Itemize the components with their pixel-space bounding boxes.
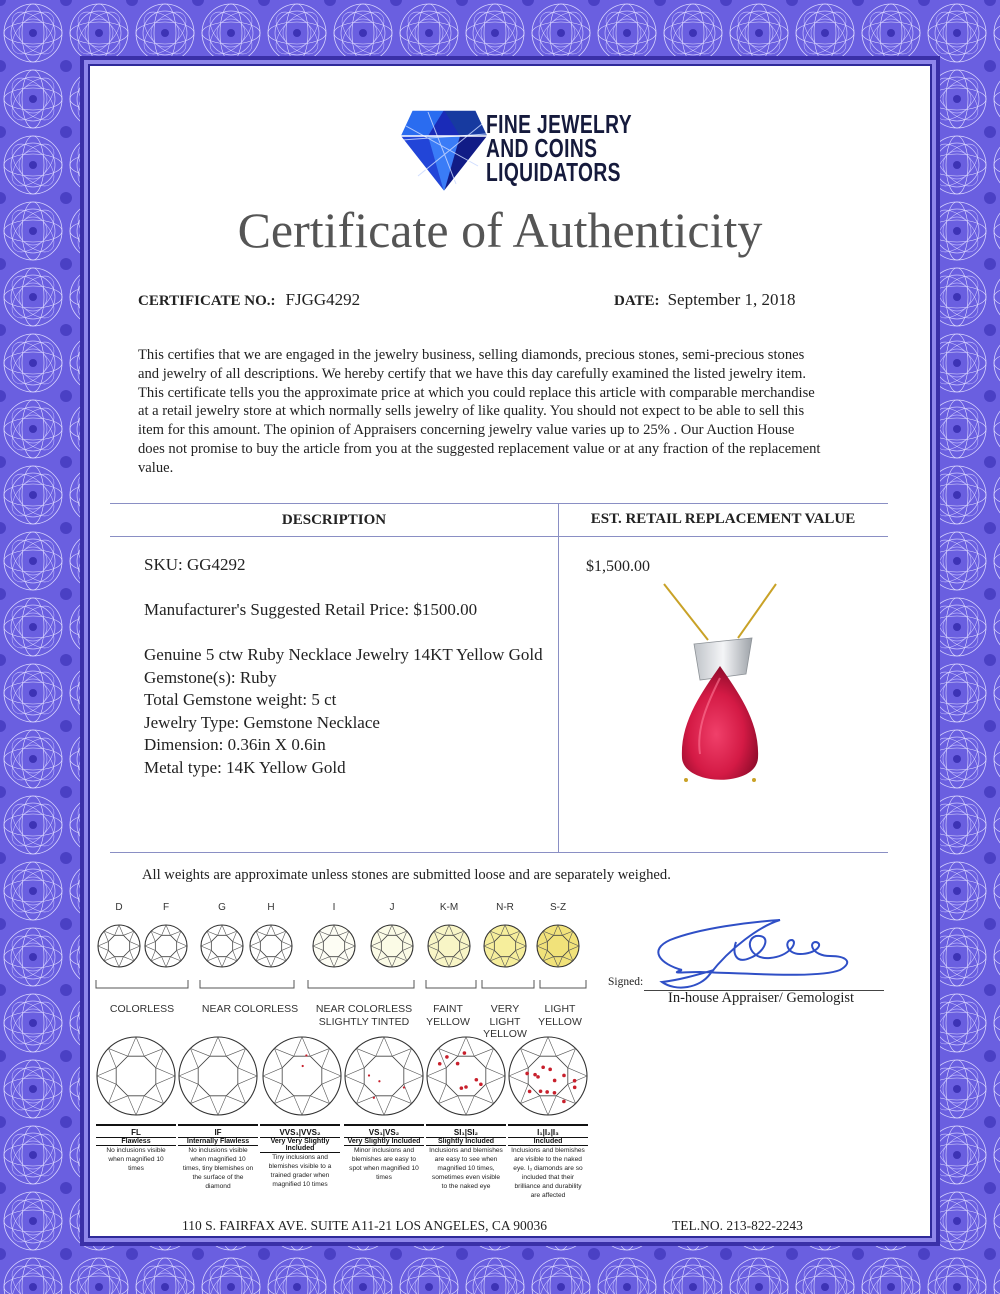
color-grade-letter: H bbox=[267, 902, 275, 913]
logo-wordmark bbox=[486, 109, 632, 187]
color-category-line: YELLOW bbox=[538, 1015, 582, 1028]
color-grade-diamond bbox=[537, 925, 579, 967]
clarity-name: Very Slightly Included bbox=[344, 1137, 424, 1146]
color-grade-letter: J bbox=[389, 902, 395, 913]
clarity-grade bbox=[96, 1124, 176, 1173]
footer-phone: TEL.NO. 213-822-2243 bbox=[672, 1218, 803, 1233]
color-grade-diamond bbox=[428, 925, 470, 967]
color-grade-letter: G bbox=[218, 902, 226, 913]
intro-line: item for this amount. The opinion of Appraisers concerning jewelry value varies up to 25% . Our Auction House bbox=[138, 422, 795, 439]
color-category bbox=[195, 1003, 305, 1016]
color-grade-diamond bbox=[201, 925, 243, 967]
color-category bbox=[306, 1003, 422, 1028]
detail-line: Dimension: 0.36in X 0.6in bbox=[144, 735, 326, 754]
color-grade-diamond bbox=[145, 925, 187, 967]
clarity-code: IF bbox=[178, 1124, 258, 1137]
color-category-line: YELLOW bbox=[483, 1028, 527, 1040]
color-grade-letter: F bbox=[162, 902, 170, 913]
detail-line: Metal type: 14K Yellow Gold bbox=[144, 757, 346, 777]
ruby-pendant-image bbox=[650, 582, 790, 800]
clarity-description: No inclusions visible when magnified 10 times, tiny blemishes on the surface of the diamond bbox=[182, 1147, 254, 1190]
detail-line: Jewelry Type: Gemstone Necklace bbox=[144, 712, 380, 732]
intro-line: at a retail jewelry store at which normally sells jewelry of like quality. You should not expect to be able to sell this bbox=[138, 403, 805, 420]
clarity-code: VVS₁|VVS₂ bbox=[260, 1124, 340, 1137]
clarity-code: SI₁|SI₂ bbox=[426, 1124, 506, 1137]
color-category-line: VERY LIGHT bbox=[489, 1003, 521, 1028]
color-grade-letter: K-M bbox=[439, 902, 459, 913]
msrp-text: Manufacturer's Suggested Retail Price: $1500.00 bbox=[144, 600, 478, 619]
certificate-number: FJGG4292 bbox=[285, 290, 361, 309]
clarity-code: VS₁|VS₂ bbox=[344, 1124, 424, 1137]
certificate-number-label: CERTIFICATE NO.: bbox=[138, 293, 276, 309]
date-label: DATE: bbox=[614, 293, 660, 309]
clarity-name: Slightly Included bbox=[426, 1137, 506, 1146]
logo-line-2: AND COINS bbox=[486, 133, 598, 163]
color-grade-diamond bbox=[371, 925, 413, 967]
table-bottom-rule bbox=[110, 852, 888, 853]
certificate-date-row bbox=[614, 290, 796, 310]
color-group-bracket bbox=[426, 980, 476, 988]
color-grade-letter: N-R bbox=[496, 902, 514, 913]
clarity-grade-diamond bbox=[427, 1037, 505, 1115]
certificate-date: September 1, 2018 bbox=[667, 290, 796, 309]
table-top-rule bbox=[110, 503, 888, 504]
replacement-value: $1,500.00 bbox=[586, 558, 650, 575]
clarity-description: Inclusions and blemishes are easy to see when magnified 10 times, sometimes even visible to the naked eye bbox=[429, 1147, 503, 1190]
clarity-name: Flawless bbox=[96, 1137, 176, 1146]
clarity-name: Included bbox=[508, 1137, 588, 1146]
clarity-description: No inclusions visible when magnified 10 times bbox=[106, 1147, 166, 1172]
certificate-title: Certificate of Authenticity bbox=[237, 202, 763, 258]
color-group-bracket bbox=[482, 980, 534, 988]
color-group-bracket bbox=[540, 980, 586, 988]
intro-line: does not promise to buy the article from you at the suggested replacement value or at any fraction of the replacement bbox=[138, 440, 821, 457]
intro-line: This certifies that we are engaged in the jewelry business, selling diamonds, precious stones, semi-precious stones bbox=[138, 347, 805, 363]
color-grade-letter: S-Z bbox=[549, 902, 567, 913]
clarity-grade bbox=[344, 1124, 424, 1182]
color-category bbox=[532, 1003, 588, 1028]
color-grade-diamonds bbox=[88, 916, 598, 1012]
detail-line: Gemstone(s): Ruby bbox=[144, 667, 277, 687]
clarity-description: Minor inclusions and blemishes are easy to spot when magnified 10 times bbox=[349, 1147, 419, 1181]
color-category-line: COLORLESS bbox=[109, 1003, 175, 1015]
color-category-line: NEAR COLORLESS bbox=[315, 1003, 413, 1015]
color-category-line: FAINT bbox=[433, 1003, 463, 1015]
color-grade-diamond bbox=[98, 925, 140, 967]
table-column-divider bbox=[558, 503, 559, 853]
clarity-name: Very Very Slightly Included bbox=[260, 1137, 340, 1153]
item-details bbox=[144, 644, 543, 779]
logo-line-3: LIQUIDATORS bbox=[486, 157, 621, 187]
clarity-grade-diamond bbox=[263, 1037, 341, 1115]
signed-label: Signed: bbox=[608, 976, 644, 988]
description-header: DESCRIPTION bbox=[281, 512, 387, 528]
certificate-number-row bbox=[138, 290, 360, 310]
color-category bbox=[420, 1003, 476, 1028]
clarity-grade-diamond bbox=[179, 1037, 257, 1115]
gem-logo-icon bbox=[398, 106, 490, 194]
color-grade-diamond bbox=[250, 925, 292, 967]
clarity-description: Tiny inclusions and blemishes visible to a trained grader when magnified 10 times bbox=[268, 1154, 332, 1188]
color-category-line: NEAR COLORLESS bbox=[201, 1003, 299, 1015]
clarity-grade-diamond bbox=[97, 1037, 175, 1115]
clarity-code: FL bbox=[96, 1124, 176, 1137]
intro-line: and jewelry of all descriptions. We hereby certify that we have this day carefully examined the listed jewelry item. bbox=[138, 365, 807, 382]
color-category-line: LIGHT bbox=[544, 1003, 576, 1015]
clarity-grade bbox=[508, 1124, 588, 1200]
color-grade-letter: I bbox=[332, 902, 336, 913]
table-header-rule bbox=[110, 536, 888, 537]
detail-line: Genuine 5 ctw Ruby Necklace Jewelry 14KT Yellow Gold bbox=[144, 645, 543, 664]
clarity-grade-diamond bbox=[345, 1037, 423, 1115]
sku-text: SKU: GG4292 bbox=[144, 555, 246, 574]
color-category bbox=[92, 1003, 192, 1016]
clarity-code: I₁|I₂|I₃ bbox=[508, 1124, 588, 1137]
intro-line: This certificate tells you the approximate price at which you could replace this article with comparable merchandise bbox=[138, 384, 815, 401]
value-header: EST. RETAIL REPLACEMENT VALUE bbox=[590, 511, 856, 527]
color-category-line: SLIGHTLY TINTED bbox=[318, 1015, 410, 1028]
weights-note: All weights are approximate unless stones are submitted loose and are separately weighed. bbox=[142, 867, 671, 883]
color-grade-diamond bbox=[313, 925, 355, 967]
clarity-grade-diamonds bbox=[94, 1032, 594, 1128]
detail-line: Total Gemstone weight: 5 ct bbox=[144, 690, 337, 709]
signature-image bbox=[640, 912, 870, 994]
clarity-name: Internally Flawless bbox=[178, 1137, 258, 1146]
color-grade-letter: D bbox=[115, 902, 123, 913]
color-group-bracket bbox=[200, 980, 294, 988]
appraiser-title: In-house Appraiser/ Gemologist bbox=[668, 990, 855, 1006]
color-category-line: YELLOW bbox=[426, 1015, 470, 1028]
clarity-grade bbox=[260, 1124, 340, 1189]
color-grade-diamond bbox=[484, 925, 526, 967]
color-group-bracket bbox=[308, 980, 414, 988]
intro-paragraph bbox=[138, 346, 820, 478]
logo-line-1: FINE JEWELRY bbox=[486, 109, 632, 139]
color-group-bracket bbox=[96, 980, 188, 988]
intro-line: value. bbox=[138, 459, 174, 476]
clarity-grade bbox=[426, 1124, 506, 1191]
clarity-description: Inclusions and blemishes are visible to the naked eye. I₃ diamonds are so included that their brilliance and durability are affected bbox=[511, 1147, 585, 1199]
footer-address: 110 S. FAIRFAX AVE. SUITE A11-21 LOS ANGELES, CA 90036 bbox=[182, 1218, 548, 1233]
clarity-grade bbox=[178, 1124, 258, 1191]
clarity-grade-diamond bbox=[509, 1037, 587, 1115]
